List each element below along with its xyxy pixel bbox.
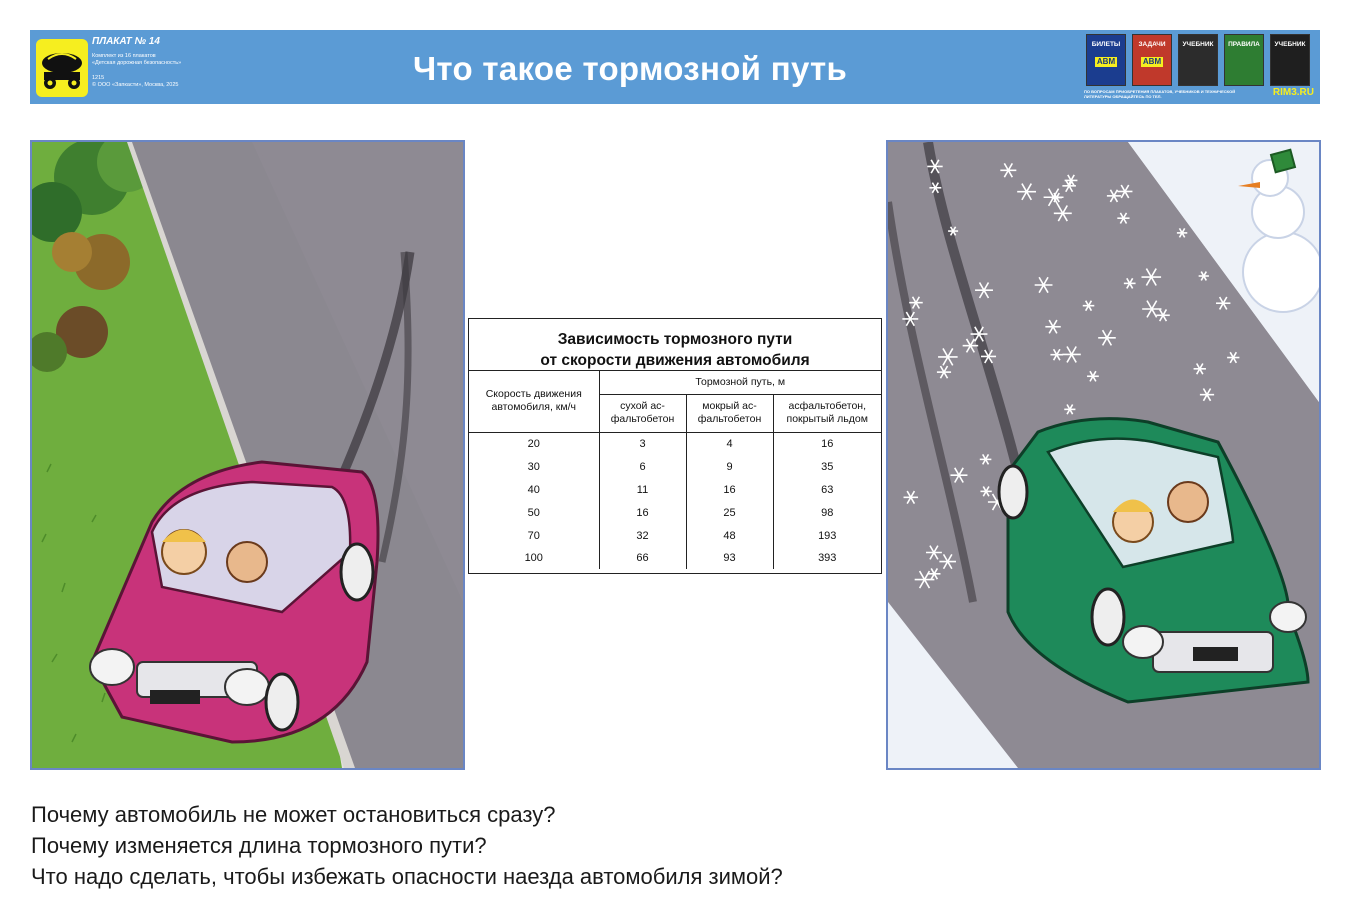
table-row: 40 11 16 63 [469, 478, 881, 501]
table-row: 50 16 25 98 [469, 501, 881, 524]
book-cover: УЧЕБНИК [1270, 34, 1310, 86]
winter-illustration [886, 140, 1321, 770]
fine-print: ПО ВОПРОСАМ ПРИОБРЕТЕНИЯ ПЛАКАТОВ, УЧЕБНИКОВ И ТЕХНИЧЕСКОЙ ЛИТЕРАТУРЫ ОБРАЩАЙТЕСЬ ПО ТЕЛ. [1084, 89, 1236, 99]
table-row: 70 32 48 193 [469, 524, 881, 547]
copyright: © ООО «Запкасти», Москва, 2025 [92, 82, 179, 88]
table-caption: Зависимость тормозного пути от скорости движения автомобиля [469, 319, 881, 371]
column-header-ice: асфальтобетон, покрытый льдом [773, 394, 881, 432]
book-cover: БИЛЕТЫ ABM [1086, 34, 1126, 86]
kit-line-2: «Детская дорожная безопасность» [92, 60, 182, 66]
column-header-wet: мокрый ас-фальтобетон [686, 394, 773, 432]
page-title: Что такое тормозной путь [412, 50, 848, 87]
book-cover: ЗАДАЧИ ABM [1132, 34, 1172, 86]
poster-number: ПЛАКАТ № 14 [92, 36, 160, 47]
winter-road-scene [888, 142, 1319, 768]
site-name: RIM3.RU [1272, 87, 1314, 98]
summer-road-scene [32, 142, 463, 768]
summer-illustration [30, 140, 465, 770]
table-row: 100 66 93 393 [469, 547, 881, 569]
poster-code: 1215 [92, 75, 105, 81]
table-row: 20 3 4 16 [469, 432, 881, 455]
kit-line-1: Комплект из 16 плакатов [92, 53, 156, 59]
book-cover: ПРАВИЛА [1224, 34, 1264, 86]
braking-distance-table [468, 318, 882, 574]
question-2: Почему изменяется длина тормозного пути? [31, 833, 487, 858]
column-header-braking-distance: Тормозной путь, м [599, 371, 881, 394]
table-row: 30 6 9 35 [469, 455, 881, 478]
column-header-speed: Скорость движения автомобиля, км/ч [469, 371, 599, 432]
book-covers [1084, 34, 1318, 100]
question-1: Почему автомобиль не может остановиться сразу? [31, 802, 556, 827]
column-header-dry: сухой ас-фальтобетон [599, 394, 686, 432]
questions [31, 799, 783, 892]
question-3: Что надо сделать, чтобы избежать опасности наезда автомобиля зимой? [31, 864, 783, 889]
logo [36, 39, 88, 97]
header-banner [30, 30, 1320, 104]
book-cover: УЧЕБНИК [1178, 34, 1218, 86]
